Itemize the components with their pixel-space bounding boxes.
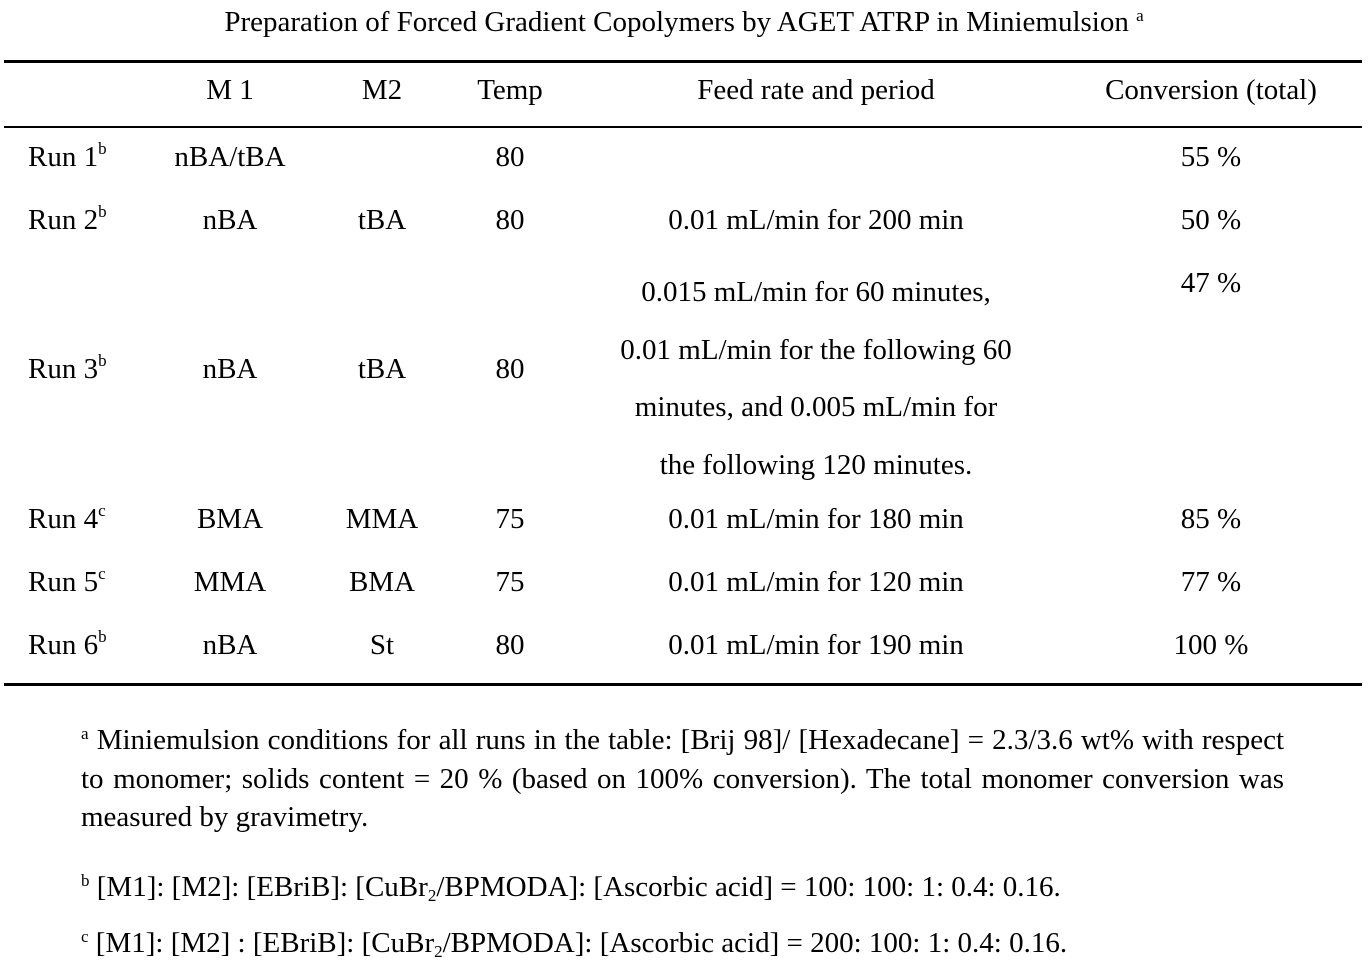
run-label: Run 2$^b$ bbox=[28, 202, 107, 236]
feed-cell bbox=[566, 264, 1066, 494]
temp-cell: 75 bbox=[495, 566, 525, 598]
m2-cell: tBA bbox=[357, 204, 407, 236]
footnote-c: $^c$ [M1]: [M2] : [EBriB]: [CuBr$_2$/BPMODA]: [Ascorbic acid] = 200: 100: 1: 0.4: 0.16. bbox=[81, 927, 1068, 961]
footnote-text: Miniemulsion conditions for all runs in the table: [Brij 98]/ [Hexadecane] = 2.3/3.6 wt% with respect to monomer; solids content = 20 % (based on 100% conversion). The total monomer conversion was measured by gravimetry. bbox=[81, 724, 1285, 833]
top-rule bbox=[4, 60, 1362, 63]
footnote-a bbox=[81, 721, 1284, 837]
run-footnote-mark: b bbox=[98, 351, 107, 370]
conversion-cell: 100 % bbox=[1173, 629, 1249, 661]
m1-cell: nBA bbox=[202, 353, 258, 385]
m2-cell: MMA bbox=[345, 503, 419, 535]
run-label: Run 1$^b$ bbox=[28, 139, 107, 173]
table-title-text: Preparation of Forced Gradient Copolymers by AGET ATRP in Miniemulsion bbox=[224, 6, 1129, 38]
run-footnote-mark: b bbox=[98, 202, 107, 221]
m2-cell: tBA bbox=[357, 353, 407, 385]
temp-cell: 75 bbox=[495, 503, 525, 535]
feed-cell: 0.01 mL/min for 120 min bbox=[668, 566, 964, 598]
footnote-b: $^b$ [M1]: [M2]: [EBriB]: [CuBr$_2$/BPMODA]: [Ascorbic acid] = 100: 100: 1: 0.4: 0.16. bbox=[81, 871, 1061, 905]
run-label: Run 6$^b$ bbox=[28, 627, 107, 661]
m2-cell: BMA bbox=[348, 566, 416, 598]
run-label: Run 3$^b$ bbox=[28, 351, 107, 385]
conversion-cell: 55 % bbox=[1180, 141, 1242, 173]
m1-cell: nBA/tBA bbox=[174, 141, 286, 173]
feed-line: minutes, and 0.005 mL/min for bbox=[634, 391, 998, 423]
footnote-mark: c bbox=[81, 927, 89, 946]
run-footnote-mark: c bbox=[98, 501, 106, 520]
header-m1: M 1 bbox=[206, 74, 254, 106]
title-footnote-mark: a bbox=[1136, 6, 1144, 25]
m1-cell: BMA bbox=[196, 503, 264, 535]
run-footnote-mark: c bbox=[98, 564, 106, 583]
header-m2: M2 bbox=[361, 74, 403, 106]
run-footnote-mark: b bbox=[98, 139, 107, 158]
temp-cell: 80 bbox=[495, 353, 525, 385]
header-conversion: Conversion (total) bbox=[1105, 74, 1317, 106]
bottom-rule bbox=[4, 683, 1362, 686]
run-label: Run 4$^c$ bbox=[28, 501, 106, 535]
m2-cell: St bbox=[369, 629, 395, 661]
feed-cell: 0.01 mL/min for 200 min bbox=[668, 204, 964, 236]
feed-line: the following 120 minutes. bbox=[659, 448, 973, 481]
m1-cell: nBA bbox=[202, 204, 258, 236]
temp-cell: 80 bbox=[495, 629, 525, 661]
m1-cell: nBA bbox=[202, 629, 258, 661]
header-temp: Temp bbox=[477, 74, 543, 106]
run-label: Run 5$^c$ bbox=[28, 564, 106, 598]
feed-cell: 0.01 mL/min for 190 min bbox=[668, 629, 964, 661]
temp-cell: 80 bbox=[495, 204, 525, 236]
conversion-cell: 50 % bbox=[1180, 204, 1242, 236]
footnote-mark: a bbox=[81, 724, 89, 743]
conversion-cell: 77 % bbox=[1180, 566, 1242, 598]
table-title bbox=[0, 4, 1368, 40]
feed-line: 0.01 mL/min for the following 60 bbox=[620, 333, 1012, 366]
footnote-mark: b bbox=[81, 871, 90, 890]
m1-cell: MMA bbox=[193, 566, 267, 598]
conversion-cell: 85 % bbox=[1180, 503, 1242, 535]
conversion-cell: 47 % bbox=[1180, 267, 1242, 299]
run-footnote-mark: b bbox=[98, 627, 107, 646]
header-rule bbox=[4, 126, 1362, 128]
header-feed: Feed rate and period bbox=[697, 74, 935, 106]
feed-line: 0.015 mL/min for 60 minutes, bbox=[641, 276, 991, 308]
temp-cell: 80 bbox=[495, 141, 525, 173]
feed-cell: 0.01 mL/min for 180 min bbox=[668, 503, 964, 535]
